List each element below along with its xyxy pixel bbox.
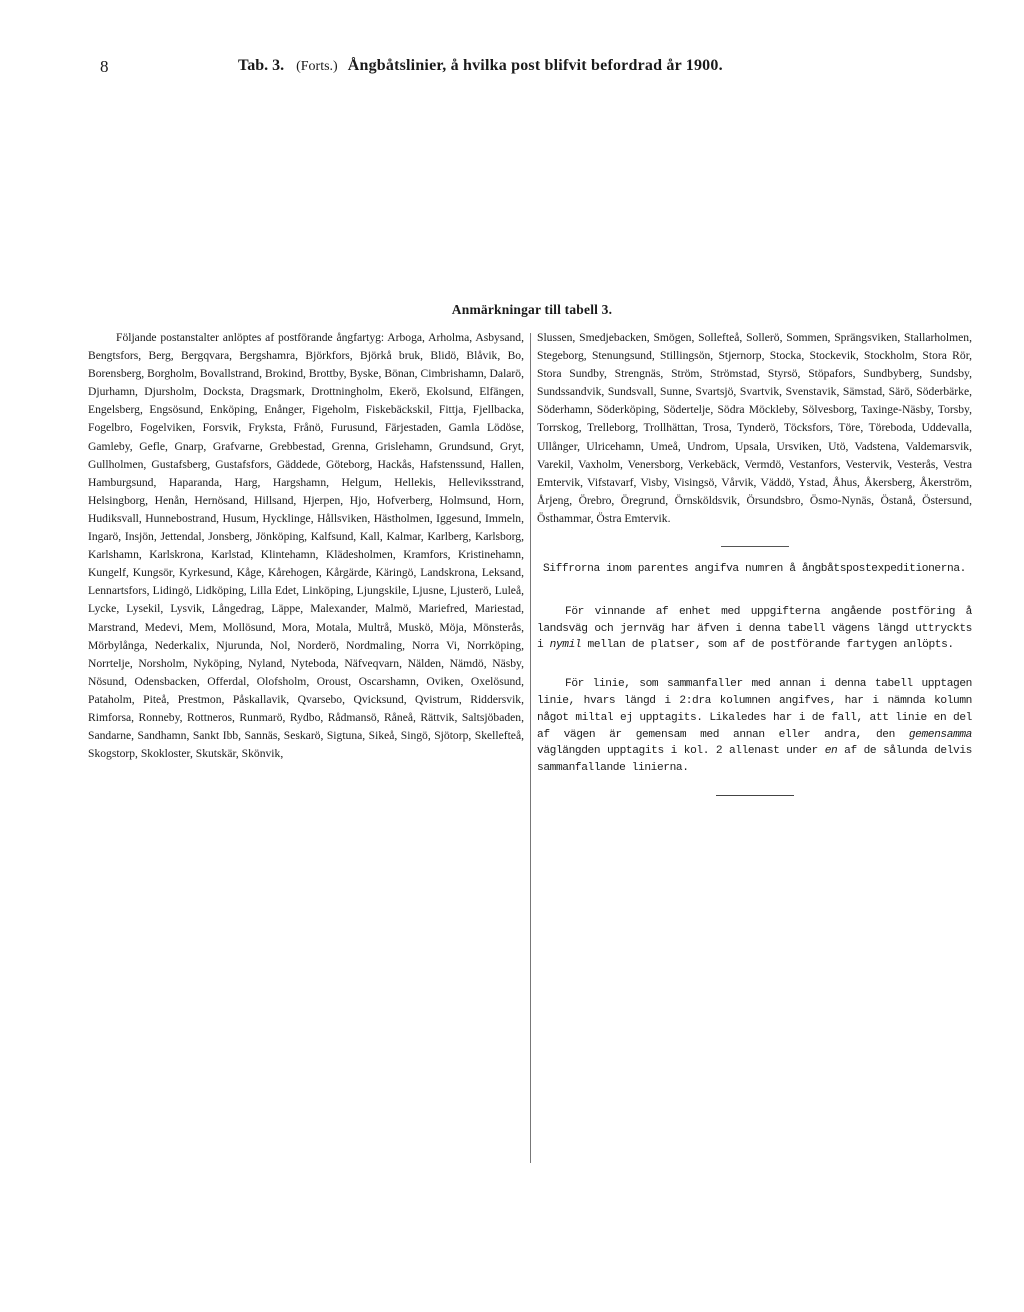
right-column [537,329,972,796]
continued-label: (Forts.) [296,59,338,74]
note-parentheses: Siffrorna inom parentes angifva numren å ångbåtspostexpeditionerna. [542,563,966,576]
closing-rule [716,795,794,796]
note-nymil-emphasis: nymil [549,639,582,652]
section-heading-text: Anmärkningar till tabell 3. [451,302,613,317]
section-heading [0,302,1024,318]
table-label: Tab. 3. [238,57,285,74]
note-shared-text-3: af de sålunda delvis sammanfallande linierna. [537,745,972,775]
note-nymil [537,604,972,654]
left-column [88,329,524,763]
port-list-paragraph: Följande postanstalter anlöptes af postförande ångfartyg: Arboga, Arholma, Asbysand, Bengtsfors, Berg, Bergqvara, Bergshamra, Björkfors, Björkå bruk, Blidö, Blåvik, Bo, Borensberg, Borgholm, Bovallstrand, Brokind, Brottby, Byske, Bönan, Cimbrishamn, Dalarö, Djurhamn, Djursholm, Docksta, Dragsmark, Drottningholm, Ekerö, Ekolsund, Elfängen, Engelsberg, Engsösund, Enköping, Enånger, Figeholm, Fiskebäckskil, Fittja, Fjellbacka, Fogelbro, Fogelviken, Forsvik, Fryksta, Frånö, Furusund, Färjestaden, Gamla Lödöse, Gamleby, Gefle, Gnarp, Grafvarne, Grebbestad, Grenna, Grislehamn, Grundsund, Gryt, Gullholmen, Gustafsberg, Gustafsfors, Gäddede, Göteborg, Hackås, Hafstenssund, Hallen, Hamburgsund, Haparanda, Harg, Hargshamn, Helgum, Hellekis, Helleviksstrand, Helsingborg, Henån, Hernösand, Hillsand, Hjerpen, Hjo, Hofverberg, Holmsund, Horn, Hudiksvall, Hunnebostrand, Husum, Hycklinge, Hållsviken, Hästholmen, Iggesund, Immeln, Ingarö, Insjön, Jettendal, Jonsberg, Jönköping, Kalfsund, Kall, Kalmar, Karlberg, Karlsborg, Karlshamn, Karlskrona, Karlstad, Klintehamn, Klädesholmen, Kramfors, Kristinehamn, Kungelf, Kungsör, Kyrkesund, Kåge, Kårehogen, Kårgärde, Käringö, Landskrona, Leksand, Lennartsfors, Lidingö, Lidköping, Lilla Edet, Linköping, Ljungskile, Ljusne, Ljusterö, Luleå, Lycke, Lysekil, Lysvik, Långedrag, Läppe, Malexander, Malmö, Mariefred, Mariestad, Marstrand, Medevi, Mem, Mollösund, Mora, Motala, Multrå, Muskö, Möja, Mönsterås, Mörbylånga, Nederkalix, Njurunda, Nol, Norderö, Nordmaling, Norra Vi, Norrköping, Norrtelje, Norsholm, Nyköping, Nyland, Nyteboda, Näfveqvarn, Nälden, Nämdö, Näsby, Nösund, Odensbacken, Offerdal, Olofsholm, Oroust, Oscarshamn, Oviken, Oxelösund, Pataholm, Piteå, Prestmon, Påskallavik, Qvarsebo, Qvicksund, Qvistrum, Riddersvik, Rimforsa, Ronneby, Rottneros, Runmarö, Rydbo, Rådmansö, Råneå, Rättvik, Saltsjöbaden, Sandarne, Sandhamn, Sankt Ibb, Sannäs, Seskarö, Sigtuna, Sikeå, Singö, Sjötorp, Skellefteå, Skogstorp, Skokloster, Skutskär, Skönvik, [88,331,524,761]
note-shared-route [537,676,972,777]
note-shared-emphasis-1: gemensamma [908,728,972,741]
running-head [0,55,1024,85]
note-nymil-text-2: mellan de platser, som af de postförande fartygen anlöpts. [581,639,954,652]
note-shared-emphasis-2: en [824,745,838,758]
page-title [238,57,723,75]
port-list-continuation: Slussen, Smedjebacken, Smögen, Sollefteå, Sollerö, Sommen, Sprängsviken, Stallarholmen, Stegeborg, Stenungsund, Stillingsön, Stjernorp, Stocka, Stockevik, Stockholm, Stora Rör, Stora Sundby, Strengnäs, Ström, Strömstad, Styrsö, Stöpafors, Sundbyberg, Sundsby, Sundssandvik, Sundsvall, Sunne, Svartsjö, Svartvik, Svenstavik, Sämstad, Särö, Söderbärke, Söderhamn, Söderköping, Södertelje, Södra Möckleby, Sölvesborg, Taxinge-Näsby, Torsby, Torrskog, Trelleborg, Trollhättan, Trosa, Tynderö, Töcksfors, Töre, Töreboda, Uddevalla, Ullånger, Ulricehamn, Umeå, Undrom, Upsala, Ursviken, Utö, Vadstena, Valdemarsvik, Varekil, Vaxholm, Venersborg, Verkebäck, Vermdö, Vestanfors, Vestervik, Vesterås, Vestra Emtervik, Vifstavarf, Visby, Visingsö, Vårvik, Väddö, Ystad, Åhus, Åkersberg, Åkerström, Årjeng, Örebro, Öregrund, Örnsköldsvik, Örsundsbro, Ösmo-Nynäs, Östanå, Östersund, Östhammar, Östra Emtervik. [537,331,972,525]
note-shared-text-2: väglängden upptagits i kol. 2 allenast under [537,745,825,758]
page-number: 8 [100,57,109,76]
column-divider [530,333,531,1163]
note-nymil-text-1: För vinnande af enhet med uppgifterna angående postföring å landsväg och jernväg har äfven i denna tabell vägens längd uttryckts i [537,605,972,652]
note-shared-text-1: För linie, som sammanfaller med annan i denna tabell upptagen linie, hvars längd i 2:dra kolumnen angifves, har i nämnda kolumn något miltal ej upptagits. Likaledes har i de fall, att linie en del af vägen är gemensam med annan eller andra, den [537,678,972,741]
table-title: Ångbåtslinier, å hvilka post blifvit befordrad år 1900. [347,57,723,74]
